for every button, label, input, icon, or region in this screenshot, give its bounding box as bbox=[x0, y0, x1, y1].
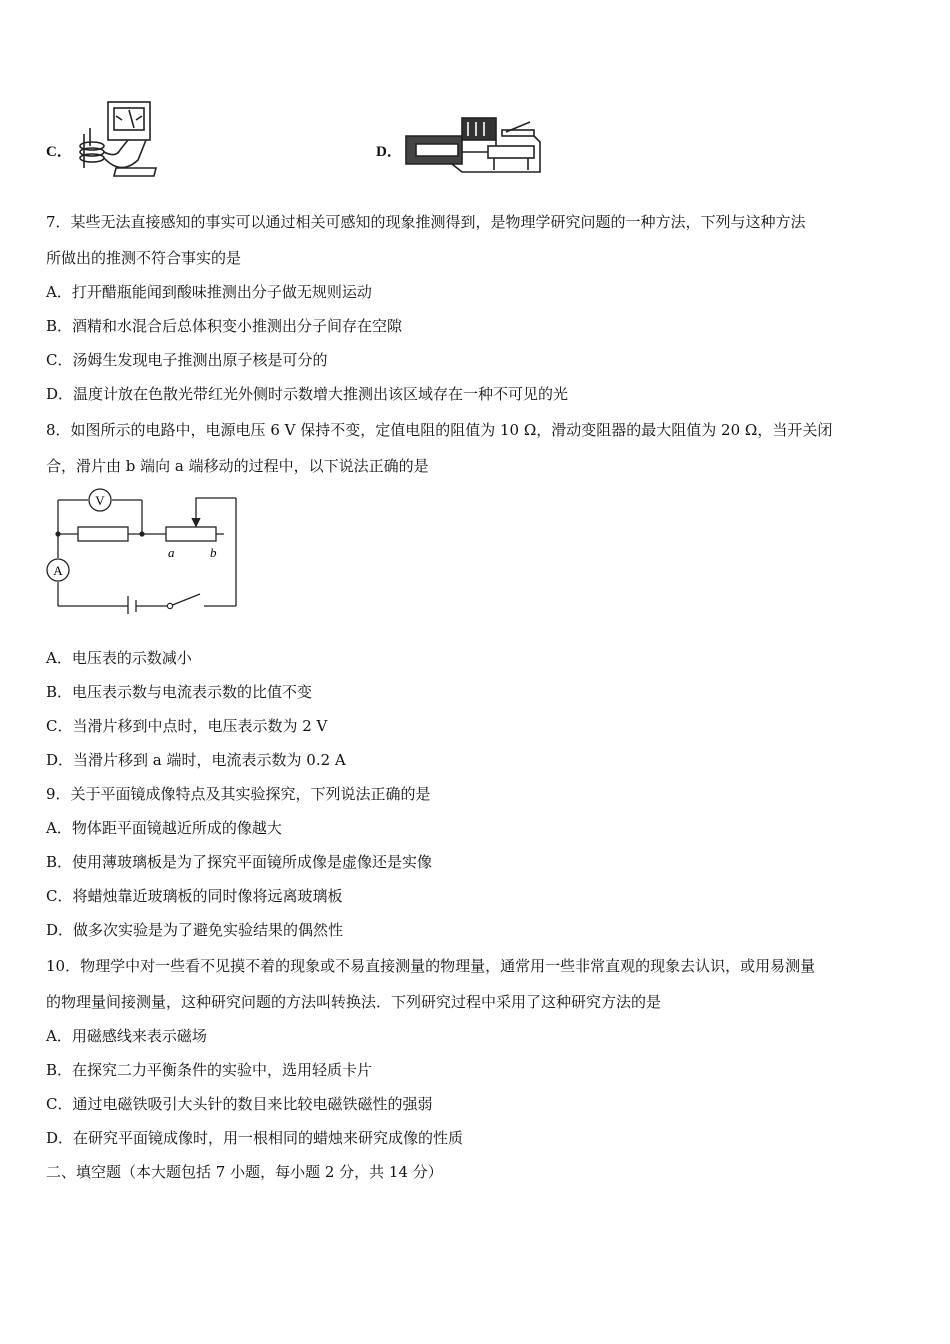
q9-option-b: B．使用薄玻璃板是为了探究平面镜所成像是虚像还是实像 bbox=[46, 853, 433, 871]
rheostat-end-b: b bbox=[210, 545, 217, 560]
q8-stem-line-2: 合，滑片由 b 端向 a 端移动的过程中，以下说法正确的是 bbox=[46, 457, 429, 475]
q7-stem-line-1: 7．某些无法直接感知的事实可以通过相关可感知的现象推测得到，是物理学研究问题的一种方法，下列与这种方法 bbox=[46, 213, 806, 231]
q10-option-b: B．在探究二力平衡条件的实验中，选用轻质卡片 bbox=[46, 1061, 373, 1079]
option-c-label: C． bbox=[46, 144, 72, 160]
section-2-title: 二、填空题（本大题包括 7 小题，每小题 2 分，共 14 分） bbox=[46, 1163, 443, 1181]
rheostat-end-a: a bbox=[168, 545, 175, 560]
q9-option-a: A．物体距平面镜越近所成的像越大 bbox=[46, 819, 282, 837]
voltmeter-label: V bbox=[95, 493, 105, 508]
q8-option-b: B．电压表示数与电流表示数的比值不变 bbox=[46, 683, 313, 701]
ammeter-label: A bbox=[53, 563, 63, 578]
q8-option-c: C．当滑片移到中点时，电压表示数为 2 V bbox=[46, 717, 328, 735]
q10-option-d: D．在研究平面镜成像时，用一根相同的蜡烛来研究成像的性质 bbox=[46, 1129, 464, 1147]
q7-option-c: C．汤姆生发现电子推测出原子核是可分的 bbox=[46, 351, 328, 369]
q7-option-a: A．打开醋瓶能闻到酸味推测出分子做无规则运动 bbox=[46, 283, 372, 301]
q7-stem-line-2: 所做出的推测不符合事实的是 bbox=[46, 249, 242, 267]
motor-magnet-circuit-figure bbox=[402, 112, 542, 178]
q8-option-a: A．电压表的示数减小 bbox=[46, 649, 192, 667]
q9-option-c: C．将蜡烛靠近玻璃板的同时像将远离玻璃板 bbox=[46, 887, 343, 905]
q8-stem-line-1: 8．如图所示的电路中，电源电压 6 V 保持不变，定值电阻的阻值为 10 Ω，滑动变阻器的最大阻值为 20 Ω，当开关闭 bbox=[46, 421, 833, 439]
q9-stem: 9．关于平面镜成像特点及其实验探究，下列说法正确的是 bbox=[46, 785, 431, 803]
q8-option-d: D．当滑片移到 a 端时，电流表示数为 0.2 A bbox=[46, 751, 346, 769]
q7-option-b: B．酒精和水混合后总体积变小推测出分子间存在空隙 bbox=[46, 317, 403, 335]
q9-option-d: D．做多次实验是为了避免实验结果的偶然性 bbox=[46, 921, 344, 939]
option-d-label: D． bbox=[376, 144, 402, 160]
q10-stem-line-2: 的物理量间接测量，这种研究问题的方法叫转换法．下列研究过程中采用了这种研究方法的是 bbox=[46, 993, 662, 1011]
circuit-diagram bbox=[44, 486, 244, 614]
q10-option-a: A．用磁感线来表示磁场 bbox=[46, 1027, 207, 1045]
q10-option-c: C．通过电磁铁吸引大头针的数目来比较电磁铁磁性的强弱 bbox=[46, 1095, 433, 1113]
q10-stem-line-1: 10．物理学中对一些看不见摸不着的现象或不易直接测量的物理量，通常用一些非常直观的现象去认识，或用易测量 bbox=[46, 957, 816, 975]
q7-option-d: D．温度计放在色散光带红光外侧时示数增大推测出该区域存在一种不可见的光 bbox=[46, 385, 569, 403]
galvanometer-coil-figure bbox=[76, 98, 162, 180]
